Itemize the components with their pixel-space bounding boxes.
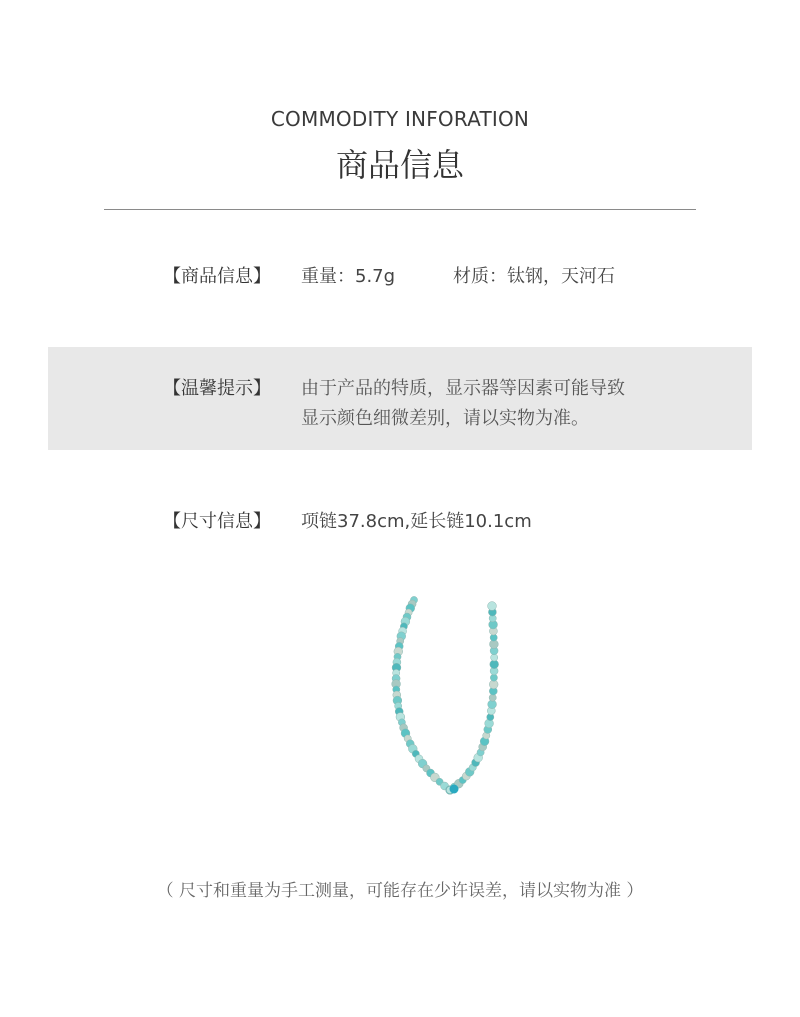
tips-label: 【温馨提示】	[163, 378, 271, 399]
size-value: 项链37.8cm,延长链10.1cm	[301, 511, 532, 532]
material-value: 材质：钛钢，天河石	[453, 266, 615, 287]
tips-line-2: 显示颜色细微差别，请以实物为准。	[301, 408, 589, 429]
size-label: 【尺寸信息】	[163, 511, 271, 532]
divider	[104, 209, 696, 210]
necklace-bead	[488, 602, 497, 611]
necklace-image	[370, 590, 520, 810]
heading-cn: 商品信息	[335, 146, 464, 184]
footnote: （ 尺寸和重量为手工测量，可能存在少许误差，请以实物为准 ）	[156, 881, 644, 901]
heading-en: COMMODITY INFORATION	[270, 107, 530, 131]
info-label: 【商品信息】	[163, 266, 271, 287]
weight-value: 重量：5.7g	[301, 266, 396, 287]
necklace-focal-bead	[450, 785, 459, 794]
tips-line-1: 由于产品的特质，显示器等因素可能导致	[301, 378, 625, 399]
